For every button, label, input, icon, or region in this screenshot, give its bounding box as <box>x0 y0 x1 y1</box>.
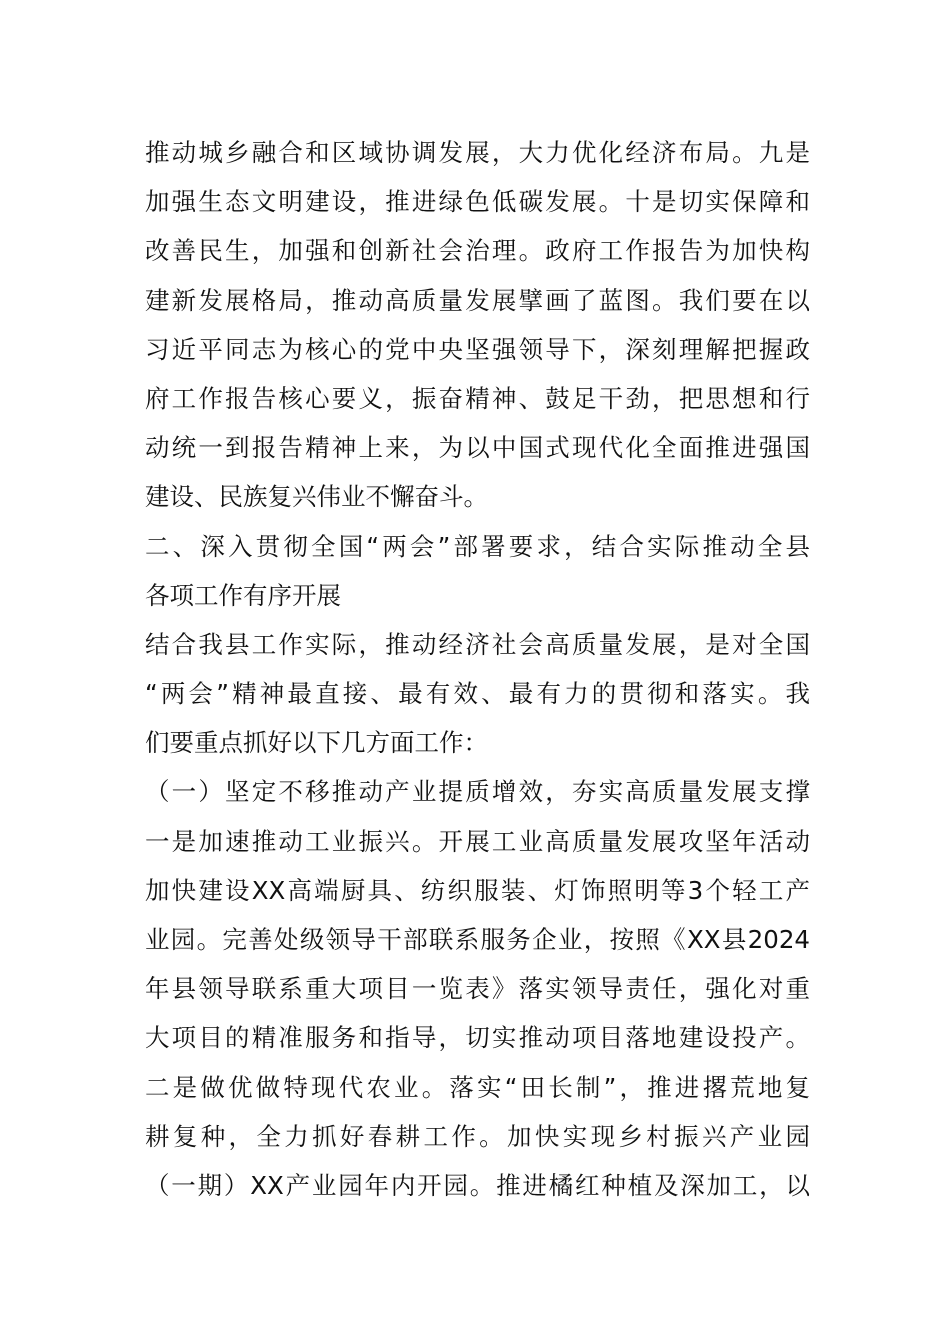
text-line-7: 动统一到报告精神上来，为以中国式现代化全面推进强国 <box>145 433 810 463</box>
text-line-4: 建新发展格局，推动高质量发展擘画了蓝图。我们要在以 <box>145 285 810 315</box>
section-heading-line-2: 各项工作有序开展 <box>145 580 341 610</box>
text-line-15: 一是加速推动工业振兴。开展工业高质量发展攻坚年活动 <box>145 826 810 856</box>
text-line-16: 加快建设XX高端厨具、纺织服装、灯饰照明等3个轻工产 <box>145 875 810 905</box>
text-line-21: 耕复种，全力抓好春耕工作。加快实现乡村振兴产业园 <box>145 1121 810 1151</box>
text-line-11: 结合我县工作实际，推动经济社会高质量发展，是对全国 <box>145 629 810 659</box>
text-line-20: 二是做优做特现代农业。落实“田长制”，推进撂荒地复 <box>145 1072 810 1102</box>
text-line-2: 加强生态文明建设，推进绿色低碳发展。十是切实保障和 <box>145 187 810 217</box>
subsection-heading: （一）坚定不移推动产业提质增效，夯实高质量发展支撑 <box>145 777 810 807</box>
text-line-3: 改善民生，加强和创新社会治理。政府工作报告为加快构 <box>145 236 810 266</box>
text-line-22: （一期）XX产业园年内开园。推进橘红种植及深加工，以 <box>145 1170 810 1200</box>
body-text <box>145 128 810 1210</box>
text-line-8: 建设、民族复兴伟业不懈奋斗。 <box>145 482 488 512</box>
section-heading-line-1: 二、深入贯彻全国“两会”部署要求，结合实际推动全县 <box>145 531 810 561</box>
text-line-5: 习近平同志为核心的党中央坚强领导下，深刻理解把握政 <box>145 334 810 364</box>
text-line-13: 们要重点抓好以下几方面工作： <box>145 728 488 758</box>
text-line-12: “两会”精神最直接、最有效、最有力的贯彻和落实。我 <box>145 679 810 709</box>
text-line-18: 年县领导联系重大项目一览表》落实领导责任，强化对重 <box>145 974 810 1004</box>
text-line-1: 推动城乡融合和区域协调发展，大力优化经济布局。九是 <box>145 138 810 167</box>
text-line-19: 大项目的精准服务和指导，切实推动项目落地建设投产。 <box>145 1023 810 1053</box>
text-line-17: 业园。完善处级领导干部联系服务企业，按照《XX县2024 <box>145 925 810 954</box>
text-line-6: 府工作报告核心要义，振奋精神、鼓足干劲，把思想和行 <box>145 383 810 413</box>
